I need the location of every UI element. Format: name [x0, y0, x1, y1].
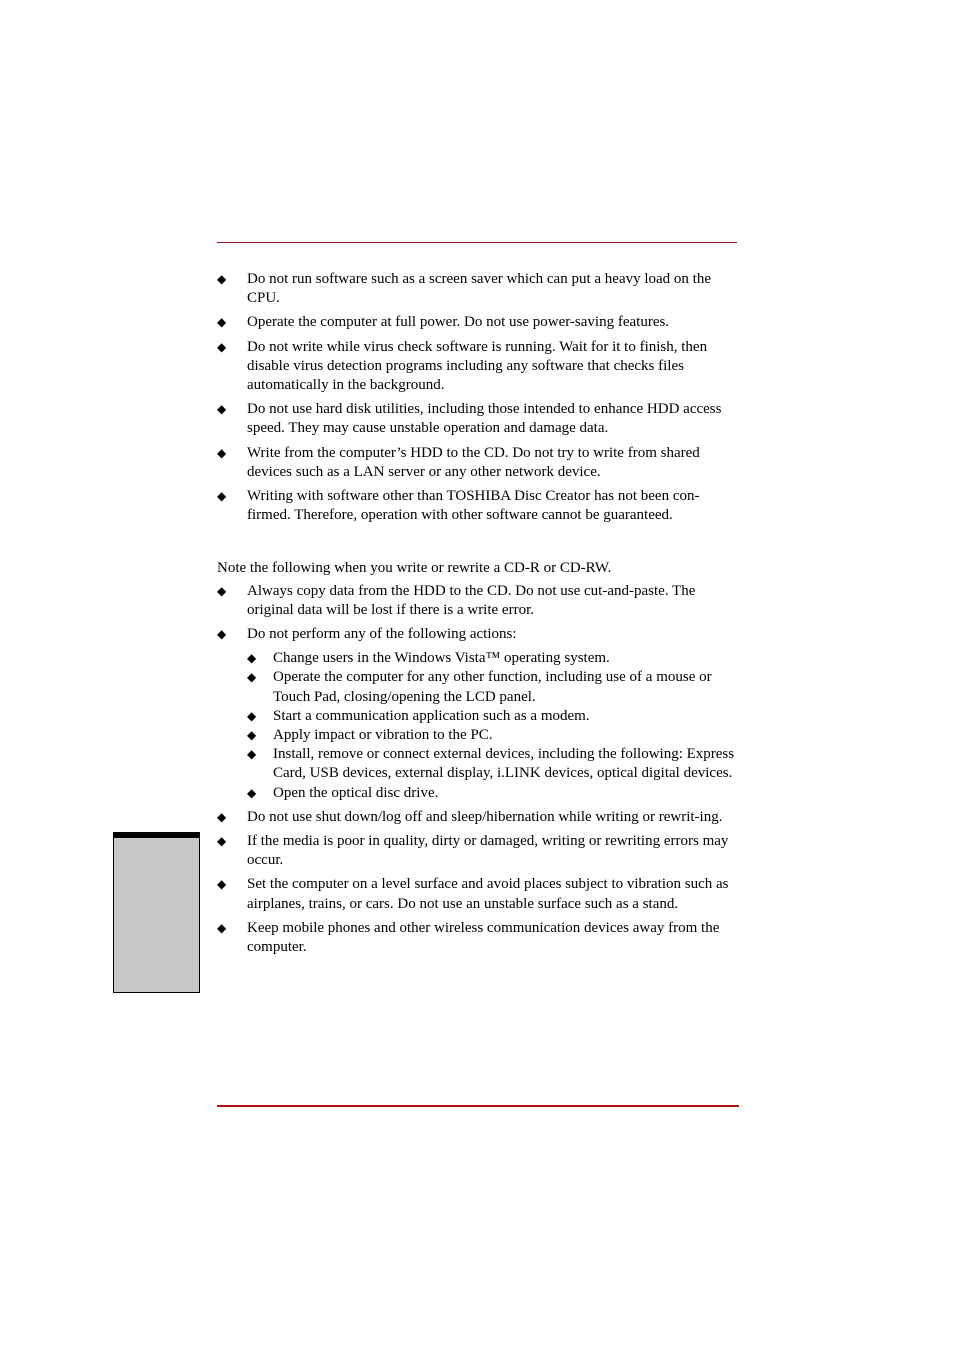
diamond-bullet-icon: ◆ [217, 834, 227, 849]
list-item: ◆ Set the computer on a level surface and avoid places subject to vibration such as airplanes, trains, or cars. Do not use an unstable surface such as a stand. [217, 876, 729, 912]
sub-list-item: ◆ Install, remove or connect external devices, including the following: Express Card, USB devices, external display, i.LINK devices, optical digital devices. [247, 746, 735, 782]
diamond-bullet-icon: ◆ [217, 402, 227, 417]
list-item: ◆ If the media is poor in quality, dirty or damaged, writing or rewriting errors may occur. [217, 833, 729, 869]
diamond-bullet-icon: ◆ [247, 651, 257, 666]
diamond-bullet-icon: ◆ [217, 920, 227, 935]
sub-list-item: ◆ Start a communication application such as a modem. [247, 707, 739, 726]
sub-list-item: ◆ Operate the computer for any other function, including use of a mouse or Touch Pad, closing/opening the LCD panel. [247, 669, 712, 705]
page-content [217, 270, 739, 962]
list-item: ◆ Do not perform any of the following actions: ◆ Change users in the Windows Vista™ operating system. ◆ Operate the computer for any other function, including use of a mouse or Touch Pad, closing/opening the LCD panel. ◆ Start a communication application such as a modem. ◆ Apply impact or vibration to the PC. ◆ Install, remove or connect external devices, including the following: Express Card, USB devices, external display, i.LINK devices, optical digital devices. ◆ Open the optical disc drive. [217, 625, 739, 803]
list-item: ◆ Do not write while virus check software is running. Wait for it to finish, then disable virus detection programs including any software that checks files automatically in the background. [217, 338, 708, 394]
diamond-bullet-icon: ◆ [217, 809, 227, 824]
list-item: ◆ Keep mobile phones and other wireless communication devices away from the computer. [217, 919, 720, 956]
list-item: ◆ Do not run software such as a screen saver which can put a heavy load on the CPU. [217, 271, 712, 307]
diamond-bullet-icon: ◆ [247, 708, 257, 723]
header-rule [217, 242, 737, 243]
list-item: ◆ Do not use shut down/log off and sleep/hibernation while writing or rewrit-ing. [217, 808, 739, 827]
diamond-bullet-icon: ◆ [247, 670, 257, 685]
diamond-bullet-icon: ◆ [217, 627, 227, 642]
sub-list-item: ◆ Open the optical disc drive. [247, 784, 739, 803]
list-item: ◆ Writing with software other than TOSHIBA Disc Creator has not been con-firmed. Therefore, operation with other software cannot be guaranteed. [217, 488, 700, 524]
section2 [217, 559, 739, 957]
section2-intro: Note the following when you write or rewrite a CD-R or CD-RW. [217, 560, 612, 577]
sub-list [247, 649, 739, 803]
section2-list [217, 582, 739, 958]
list-item: ◆ Write from the computer’s HDD to the CD. Do not try to write from shared devices such as a LAN server or any other network device. [217, 444, 700, 480]
section1-list [217, 270, 739, 525]
diamond-bullet-icon: ◆ [217, 272, 227, 286]
diamond-bullet-icon: ◆ [247, 747, 257, 762]
list-item: ◆ Do not use hard disk utilities, including those intended to enhance HDD access speed. They may cause unstable operation and damage data. [217, 401, 722, 437]
sub-list-item: ◆ Apply impact or vibration to the PC. [247, 726, 739, 745]
diamond-bullet-icon: ◆ [247, 728, 257, 743]
diamond-bullet-icon: ◆ [217, 339, 227, 354]
diamond-bullet-icon: ◆ [217, 583, 227, 598]
diamond-bullet-icon: ◆ [247, 785, 257, 800]
list-item: ◆ Operate the computer at full power. Do not use power-saving features. [217, 313, 739, 332]
chapter-side-tab [113, 832, 200, 993]
sub-list-item: ◆ Change users in the Windows Vista™ operating system. [247, 649, 739, 668]
diamond-bullet-icon: ◆ [217, 489, 227, 504]
diamond-bullet-icon: ◆ [217, 445, 227, 460]
diamond-bullet-icon: ◆ [217, 315, 227, 330]
footer-rule [217, 1105, 739, 1107]
list-item: ◆ Always copy data from the HDD to the CD. Do not use cut-and-paste. The original data will be lost if there is a write error. [217, 582, 696, 618]
diamond-bullet-icon: ◆ [217, 877, 227, 892]
